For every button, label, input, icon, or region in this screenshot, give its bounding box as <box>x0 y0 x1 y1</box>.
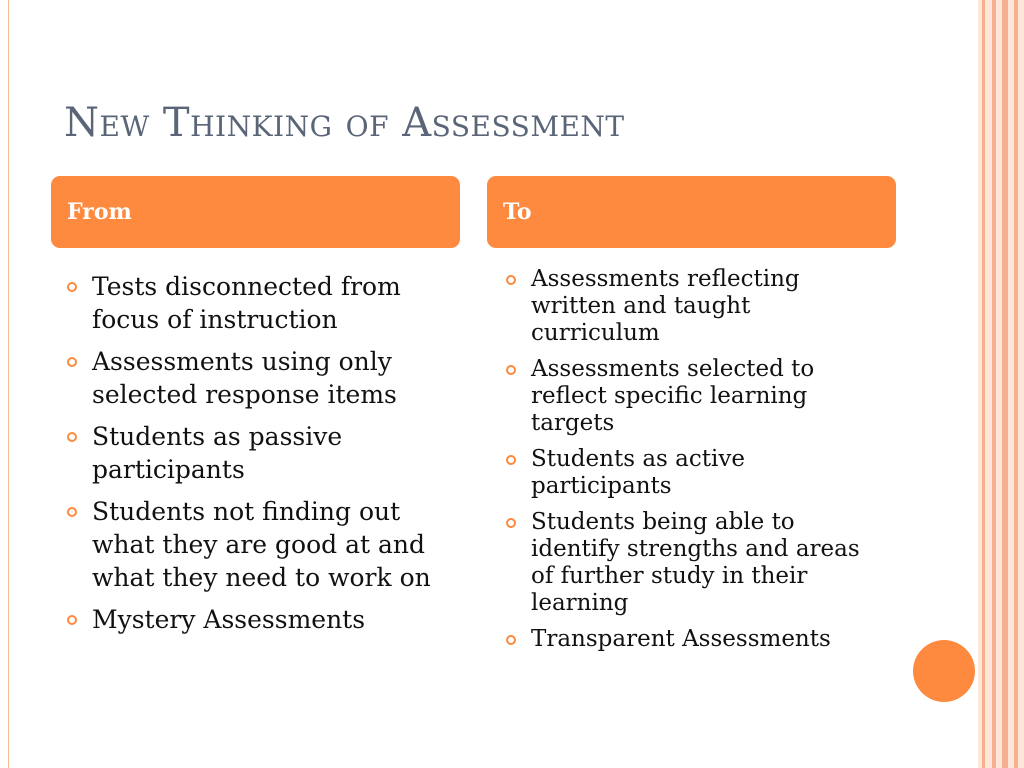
list-item-text: Assessments using only selected response items <box>92 347 397 409</box>
list-item <box>531 266 881 347</box>
list-item-text: Students not finding out what they are good at and what they need to work on <box>92 497 431 592</box>
list-item <box>92 420 452 486</box>
stripe-2 <box>992 0 996 768</box>
list-item-text: Students as passive participants <box>92 422 343 484</box>
list-item-text: Mystery Assessments <box>92 605 366 634</box>
list-item <box>92 270 452 336</box>
list-item-text: Transparent Assessments <box>531 626 831 652</box>
from-header-label: From <box>67 199 132 225</box>
list-item <box>92 603 452 636</box>
stripe-4 <box>1014 0 1018 768</box>
bullet-circle-icon <box>67 615 77 625</box>
bullet-circle-icon <box>506 365 516 375</box>
list-item-text: Assessments selected to reflect specific learning targets <box>531 356 815 436</box>
left-border-line <box>8 0 9 768</box>
list-item-text: Students as active participants <box>531 446 745 499</box>
list-item <box>531 509 881 617</box>
list-item-text: Students being able to identify strengths and areas of further study in their learning <box>531 509 860 616</box>
from-list <box>92 270 452 645</box>
bullet-circle-icon <box>506 275 516 285</box>
bullet-circle-icon <box>506 455 516 465</box>
list-item <box>92 495 452 594</box>
decorative-circle <box>913 640 975 702</box>
from-header <box>51 176 460 248</box>
list-item-text: Tests disconnected from focus of instruction <box>92 272 401 334</box>
bullet-circle-icon <box>506 635 516 645</box>
list-item <box>531 446 881 500</box>
decorative-stripes <box>978 0 1024 768</box>
slide-title: New Thinking of Assessment <box>64 100 625 146</box>
to-list <box>531 266 881 662</box>
list-item <box>531 626 881 653</box>
bullet-circle-icon <box>67 282 77 292</box>
stripe-1 <box>982 0 985 768</box>
to-header-label: To <box>503 199 532 225</box>
bullet-circle-icon <box>67 507 77 517</box>
bullet-circle-icon <box>67 432 77 442</box>
to-header <box>487 176 896 248</box>
bullet-circle-icon <box>67 357 77 367</box>
bullet-circle-icon <box>506 518 516 528</box>
list-item-text: Assessments reflecting written and taught curriculum <box>531 266 800 346</box>
list-item <box>92 345 452 411</box>
stripe-3 <box>1002 0 1008 768</box>
list-item <box>531 356 881 437</box>
